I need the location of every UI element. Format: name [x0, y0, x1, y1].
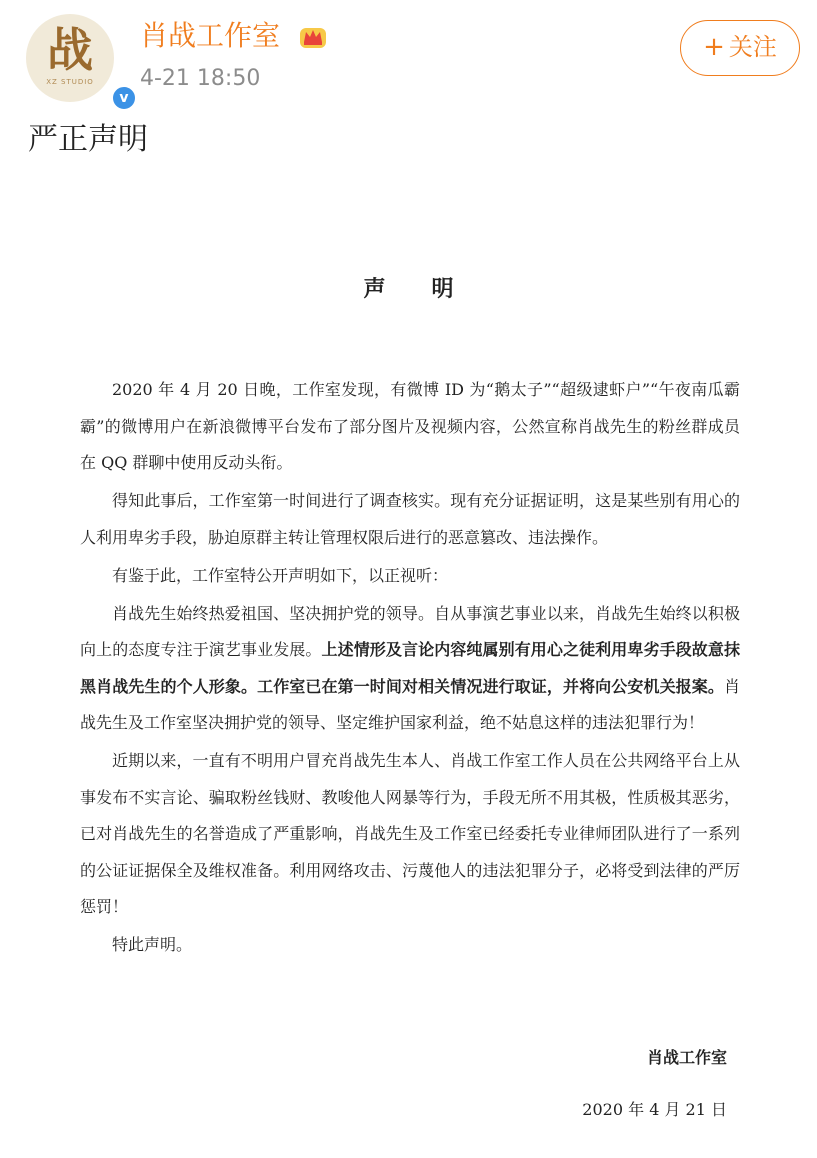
statement-paragraph-3: 有鉴于此，工作室特公开声明如下，以正视听： — [112, 565, 449, 585]
follow-button[interactable] — [680, 20, 800, 76]
statement-title: 声明 — [363, 276, 500, 302]
post-header — [0, 0, 817, 110]
paragraph-4-lead: 肖战先生始终热爱祖国、坚决拥护党的领导。自从事演艺事业以来，肖战先生始终以积极向上的态度专注于演艺事业发展。 — [80, 603, 740, 659]
studio-logo: 战 — [47, 23, 93, 77]
studio-logo-subtext: XZ STUDIO — [46, 78, 94, 86]
statement-image[interactable] — [0, 200, 817, 1158]
statement-body — [80, 372, 740, 965]
follow-label: 关注 — [728, 33, 777, 61]
statement-paragraph-1: 2020 年 4 月 20 日晚，工作室发现，有微博 ID 为“鹅太子”“超级逮虾户”“午夜南瓜霸霸”的微博用户在新浪微博平台发布了部分图片及视频内容，公然宣称肖战先生的粉丝群成员在 QQ 群聊中使用反动头衔。 — [80, 380, 740, 472]
statement-signature: 肖战工作室 — [646, 1048, 727, 1067]
statement-paragraph-5: 近期以来，一直有不明用户冒充肖战先生本人、肖战工作室工作人员在公共网络平台上从事发布不实言论、骗取粉丝钱财、教唆他人网暴等行为，手段无所不用其极，性质极其恶劣，已对肖战先生的名誉造成了严重影响，肖战先生及工作室已经委托专业律师团队进行了一系列的公证证据保全及维权准备。利用网络攻击、污蔑他人的违法犯罪分子，必将受到法律的严厉惩罚！ — [80, 751, 740, 916]
username[interactable]: 肖战工作室 — [140, 19, 281, 52]
paragraph-4-bold: 上述情形及言论内容纯属别有用心之徒利用卑劣手段故意抹黑肖战先生的个人形象。工作室已在第一时间对相关情况进行取证，并将向公安机关报案。 — [80, 640, 740, 696]
plus-icon: + — [703, 32, 725, 62]
verified-badge-icon: v — [110, 84, 138, 112]
statement-paragraph-6: 特此声明。 — [112, 935, 193, 954]
post-text: 严正声明 — [28, 122, 148, 157]
avatar[interactable] — [26, 14, 129, 106]
crown-badge-icon[interactable] — [298, 22, 328, 50]
post-timestamp: 4-21 18:50 — [140, 66, 261, 91]
paragraph-4-tail: 肖战先生及工作室坚决拥护党的领导、坚定维护国家利益，绝不姑息这样的违法犯罪行为！ — [80, 676, 740, 732]
statement-paragraph-2: 得知此事后，工作室第一时间进行了调查核实。现有充分证据证明，这是某些别有用心的人利用卑劣手段，胁迫原群主转让管理权限后进行的恶意篡改、违法操作。 — [80, 491, 740, 547]
statement-date: 2020 年 4 月 21 日 — [582, 1100, 727, 1119]
statement-paragraph-4 — [80, 596, 740, 742]
